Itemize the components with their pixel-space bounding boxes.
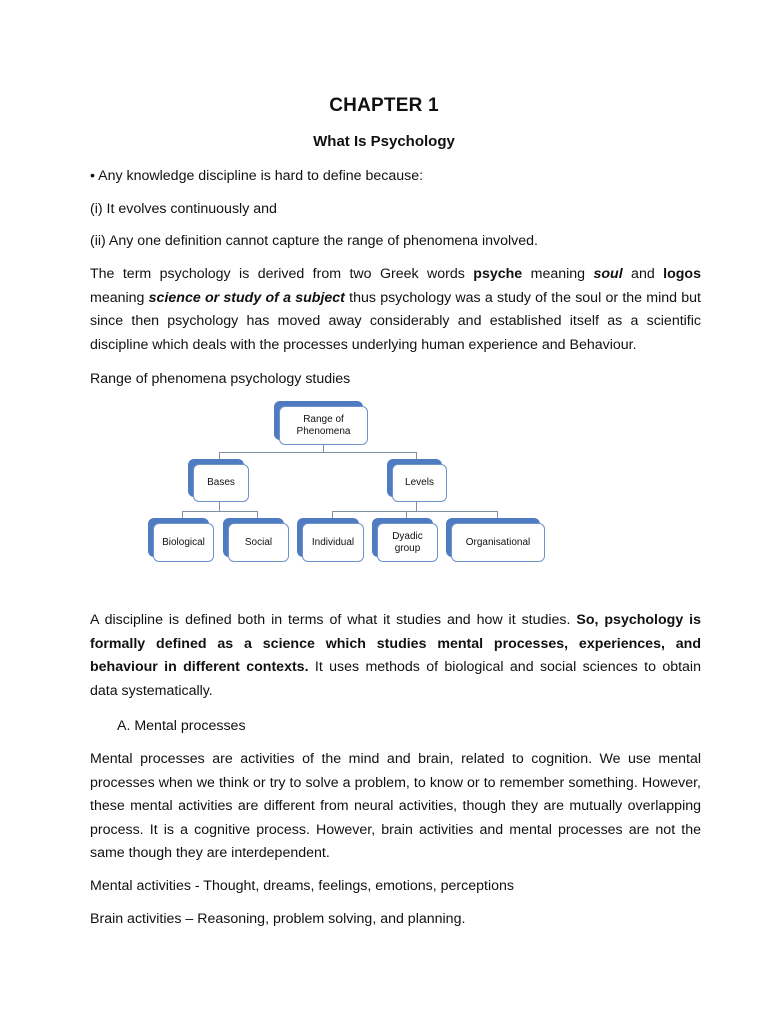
intro-item-2: (ii) Any one definition cannot capture the range of phenomena involved.	[90, 233, 538, 249]
connector-line	[323, 444, 324, 453]
connector-line	[406, 511, 407, 523]
text-span: and	[622, 266, 664, 282]
term-soul: soul	[593, 266, 623, 282]
brain-activities-line: Brain activities – Reasoning, problem solving, and planning.	[90, 911, 466, 927]
connector-line	[257, 511, 258, 523]
connector-line	[219, 502, 220, 512]
mental-processes-paragraph: Mental processes are activities of the mind and brain, related to cognition. We use mental processes when we think or try to solve a problem, to know or to remember something. However, these mental activities are different from neural activities, though they are mutually overlapping process. It is a cognitive process. However, brain activities and mental processes are not the same though they are interdependent.	[90, 751, 701, 861]
definition-paragraph	[90, 263, 701, 357]
chapter-title: CHAPTER 1	[329, 95, 439, 116]
diagram-node-organisational: Organisational	[451, 523, 545, 562]
discipline-paragraph	[90, 609, 701, 703]
diagram-node-bases: Bases	[193, 464, 249, 502]
connector-line	[182, 511, 257, 512]
term-science: science or study of a subject	[148, 289, 345, 306]
range-heading: Range of phenomena psychology studies	[90, 371, 351, 387]
intro-bullet: • Any knowledge discipline is hard to define because:	[90, 168, 424, 184]
diagram-node-biological: Biological	[153, 523, 214, 562]
text-span: thus psychology was a study of the soul or the mind but since then psychology has moved away considerably and established itself as a scientific discipline which deals with the processes underlying human experience and Behaviour.	[90, 289, 701, 353]
connector-line	[219, 452, 416, 453]
section-heading-a: A. Mental processes	[117, 718, 246, 734]
text-span: It uses methods of biological and social sciences to obtain data systematically.	[90, 659, 701, 699]
intro-item-1: (i) It evolves continuously and	[90, 201, 277, 217]
text-span: meaning	[522, 266, 594, 282]
diagram-node-dyadic-group: Dyadic group	[377, 523, 438, 562]
connector-line	[497, 511, 498, 523]
diagram-node-levels: Levels	[392, 464, 447, 502]
term-psyche: psyche	[473, 266, 523, 282]
diagram-node-social: Social	[228, 523, 289, 562]
connector-line	[219, 452, 220, 464]
connector-line	[332, 511, 497, 512]
connector-line	[416, 502, 417, 512]
section-title: What Is Psychology	[313, 133, 455, 150]
diagram-node-individual: Individual	[302, 523, 364, 562]
text-span: The term psychology is derived from two Greek words	[90, 266, 474, 282]
connector-line	[416, 452, 417, 464]
connector-line	[332, 511, 333, 523]
term-logos: logos	[663, 266, 701, 282]
connector-line	[182, 511, 183, 523]
diagram-node-root: Range of Phenomena	[279, 406, 368, 445]
text-span: meaning	[90, 289, 149, 306]
psychology-definition: So, psychology is formally defined as a science which studies mental processes, experiences, and behaviour in different contexts.	[90, 612, 701, 675]
mental-activities-line: Mental activities - Thought, dreams, feelings, emotions, perceptions	[90, 878, 514, 894]
text-span: A discipline is defined both in terms of what it studies and how it studies.	[90, 612, 577, 628]
